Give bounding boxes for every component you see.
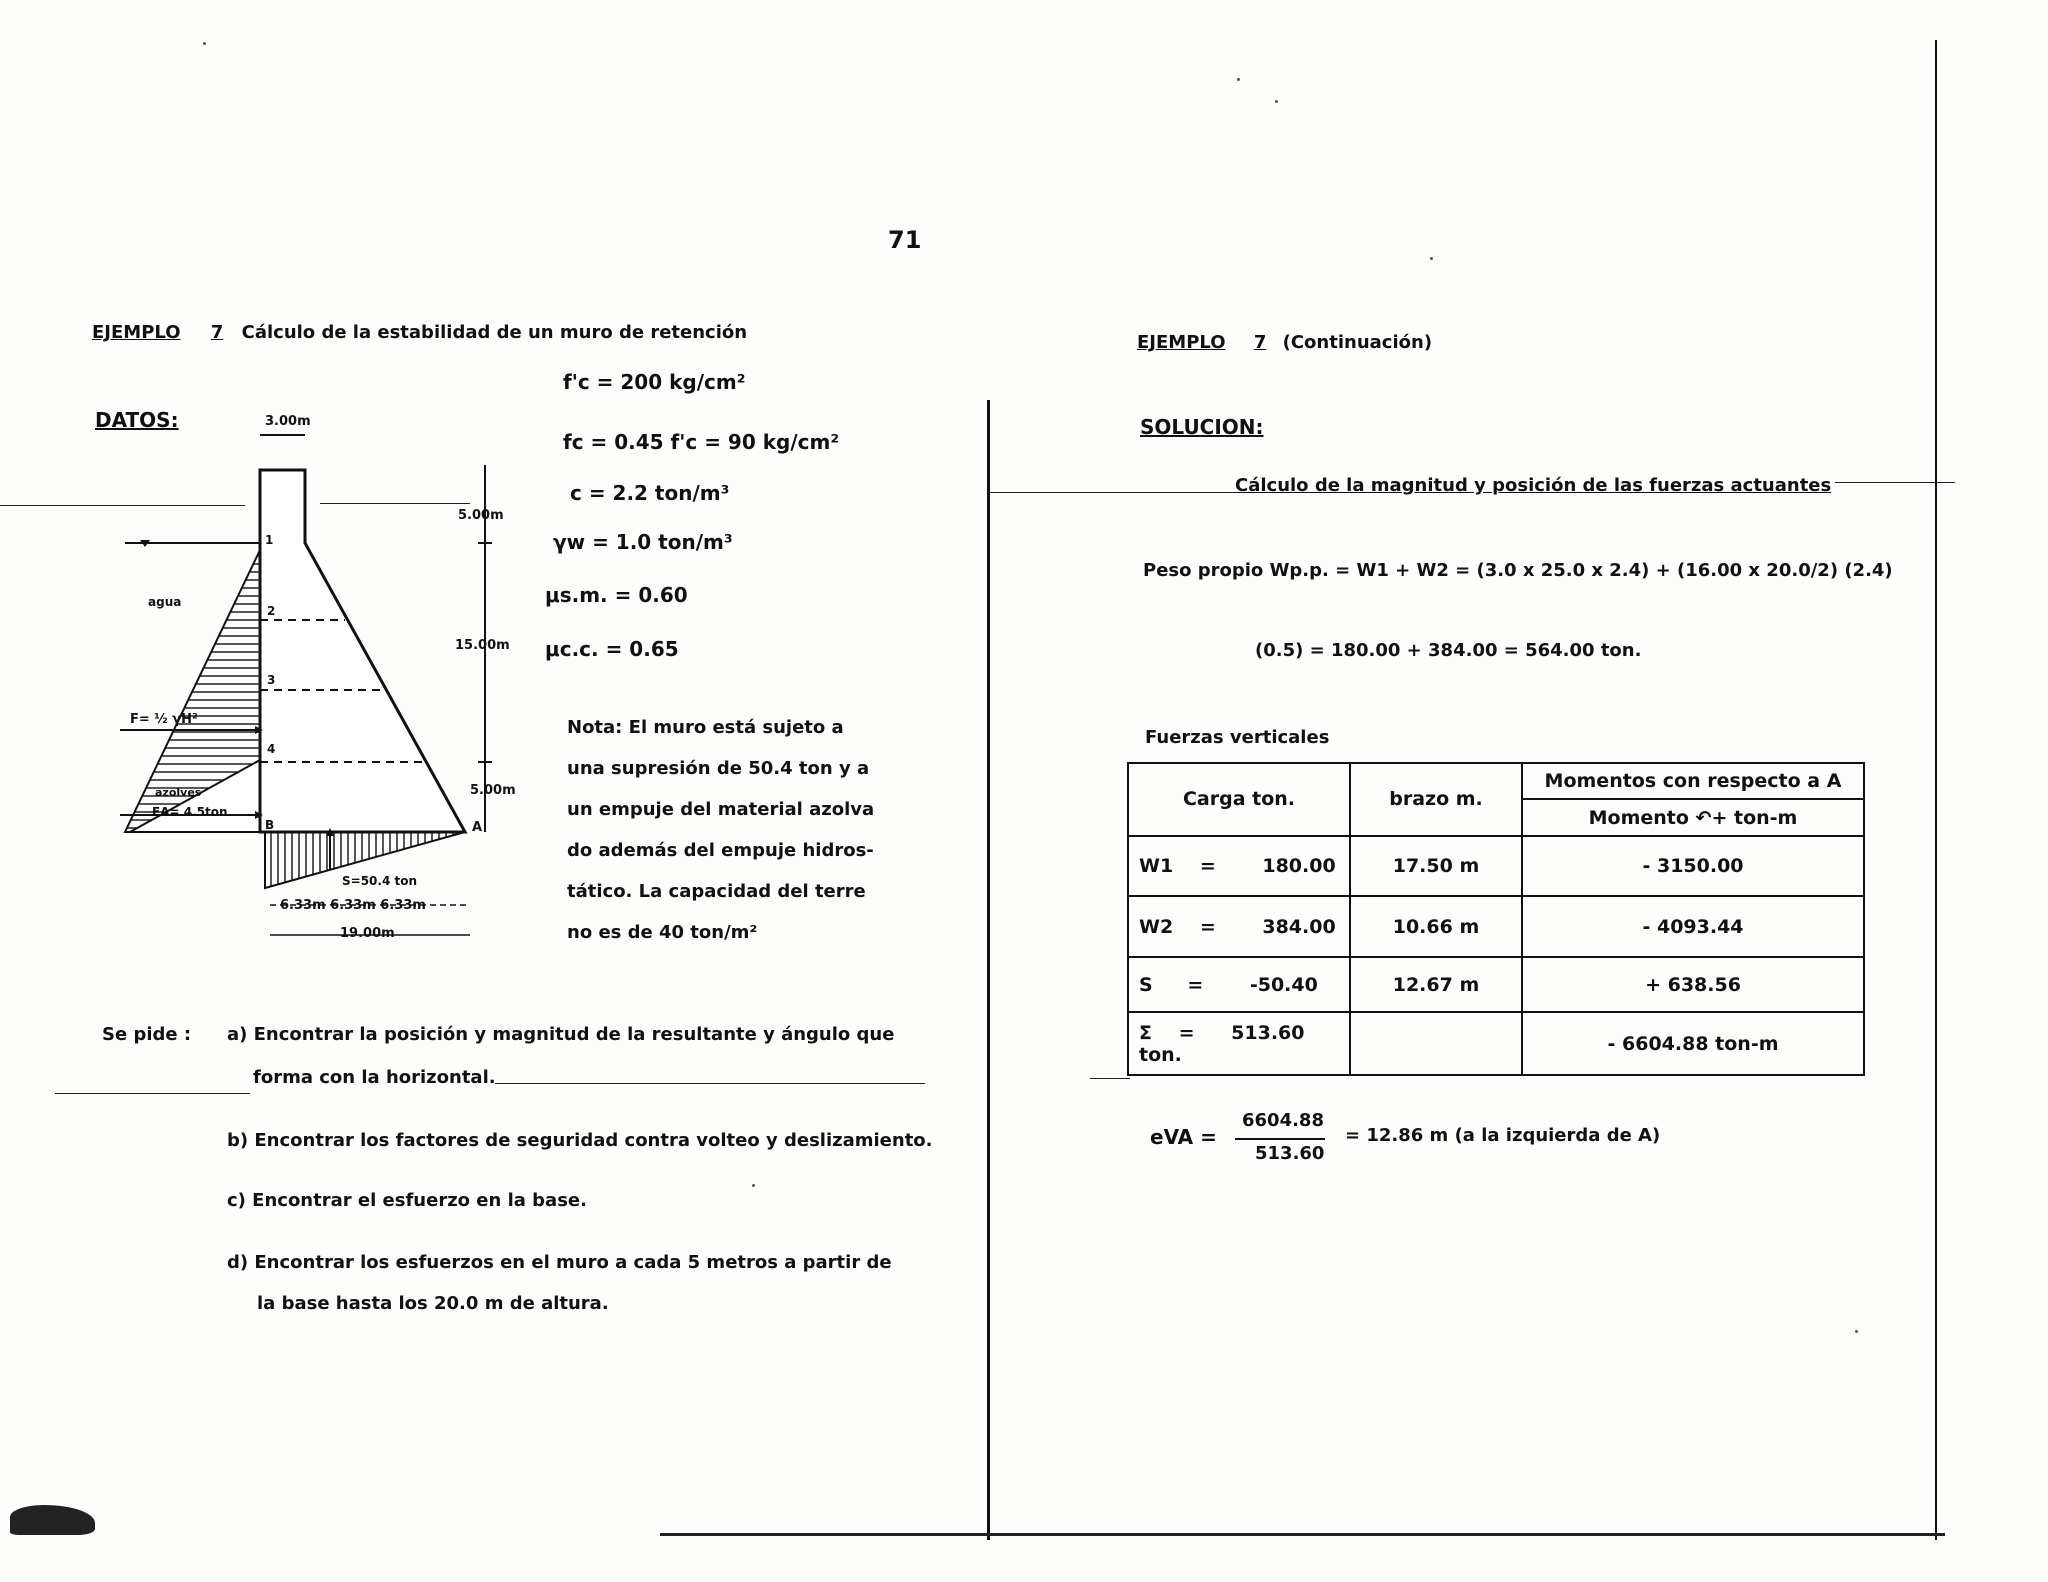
- note-line: no es de 40 ton/m²: [567, 922, 758, 943]
- peso-line-1: Peso propio Wp.p. = W1 + W2 = (3.0 x 25.0 x 2.4) + (16.00 x 20.0/2) (2.4): [1143, 560, 1893, 581]
- note-line: tático. La capacidad del terre: [567, 881, 866, 902]
- dim-top-width: 3.00m: [265, 414, 311, 429]
- row-eq: =: [1187, 973, 1204, 996]
- datos-label: DATOS:: [95, 408, 179, 432]
- base-segments: 6.33m 6.33m 6.33m: [280, 898, 426, 913]
- row-name: W2: [1139, 915, 1174, 938]
- heading-title: Cálculo de la estabilidad de un muro de retención: [241, 322, 748, 343]
- speck: [752, 1184, 755, 1187]
- uplift-label: S=50.4 ton: [342, 874, 418, 888]
- fuerzas-label: Fuerzas verticales: [1145, 727, 1330, 748]
- forces-table: [1127, 762, 1865, 1076]
- param-fc: fc = 0.45 f'c = 90 kg/cm²: [563, 430, 840, 454]
- question-c: c) Encontrar el esfuerzo en la base.: [227, 1190, 587, 1211]
- row-brazo: 12.67 m: [1350, 957, 1522, 1013]
- scan-line: [495, 1083, 925, 1084]
- note-line: una supresión de 50.4 ton y a: [567, 758, 870, 779]
- heading-number: 7: [210, 322, 224, 343]
- azolves-label: azolves: [155, 786, 202, 799]
- heading-number: 7: [1253, 332, 1267, 353]
- row-brazo: [1350, 1012, 1522, 1075]
- speck: [1275, 100, 1278, 103]
- eva-result: = 12.86 m (a la izquierda de A): [1345, 1125, 1661, 1146]
- question-a: a) Encontrar la posición y magnitud de la resultante y ángulo que: [227, 1024, 895, 1045]
- question-b: b) Encontrar los factores de seguridad contra volteo y deslizamiento.: [227, 1130, 933, 1151]
- note-line: Nota: El muro está sujeto a: [567, 717, 844, 738]
- eva-denominator: 513.60: [1255, 1143, 1325, 1164]
- level-1: 1: [265, 533, 274, 547]
- eva-numerator: 6604.88: [1242, 1110, 1324, 1131]
- row-eq: =: [1199, 915, 1216, 938]
- row-name: Σ: [1139, 1021, 1152, 1044]
- water-label: agua: [148, 595, 182, 609]
- row-carga: 513.60 ton.: [1139, 1021, 1305, 1066]
- row-momento: + 638.56: [1522, 957, 1864, 1013]
- level-4: 4: [267, 742, 276, 756]
- speck: [1855, 1330, 1858, 1333]
- question-d-cont: la base hasta los 20.0 m de altura.: [257, 1293, 609, 1314]
- row-momento: - 3150.00: [1522, 836, 1864, 897]
- right-heading: [1137, 332, 1432, 353]
- table-row: [1128, 1012, 1864, 1075]
- level-2: 2: [267, 604, 276, 618]
- page-fold: [987, 400, 990, 1540]
- eva-label: eVA =: [1150, 1125, 1217, 1149]
- heading-example: EJEMPLO: [92, 322, 181, 343]
- dim-h-bot: 5.00m: [470, 783, 516, 798]
- base-total: 19.00m: [340, 926, 395, 941]
- param-mu-cc: μc.c. = 0.65: [545, 637, 679, 661]
- col-brazo: brazo m.: [1350, 763, 1522, 836]
- page-number: 71: [888, 226, 922, 254]
- row-carga: -50.40: [1249, 973, 1318, 996]
- heading-example: EJEMPLO: [1137, 332, 1226, 353]
- speck: [1237, 78, 1240, 81]
- heading-cont: (Continuación): [1282, 332, 1433, 353]
- peso-line-2: (0.5) = 180.00 + 384.00 = 564.00 ton.: [1255, 640, 1642, 661]
- speck: [203, 42, 206, 45]
- row-momento: - 4093.44: [1522, 896, 1864, 957]
- page-edge: [1935, 40, 1937, 1540]
- ea-label: EA= 4.5ton: [152, 805, 228, 819]
- table-row: [1128, 957, 1864, 1013]
- point-a: A: [472, 820, 483, 835]
- scan-line: [55, 1093, 250, 1094]
- col-momentos: Momentos con respecto a A: [1522, 763, 1864, 799]
- table-row: [1128, 896, 1864, 957]
- param-mu-sm: μs.m. = 0.60: [545, 583, 688, 607]
- param-fc-prime: f'c = 200 kg/cm²: [563, 370, 746, 394]
- row-name: S: [1139, 973, 1153, 996]
- dim-h-top: 5.00m: [458, 508, 504, 523]
- level-3: 3: [267, 673, 276, 687]
- point-b: B: [265, 818, 275, 832]
- dim-h-mid: 15.00m: [455, 638, 510, 653]
- row-eq: =: [1178, 1021, 1195, 1044]
- speck: [1430, 257, 1433, 260]
- table-row: [1128, 836, 1864, 897]
- se-pide-label: Se pide :: [102, 1024, 192, 1045]
- param-gamma-w: γw = 1.0 ton/m³: [553, 530, 733, 554]
- wall-body: [260, 470, 465, 832]
- row-name: W1: [1139, 854, 1174, 877]
- note-line: do además del empuje hidros-: [567, 840, 874, 861]
- bottom-edge: [660, 1533, 1945, 1536]
- row-brazo: 10.66 m: [1350, 896, 1522, 957]
- solucion-label: SOLUCION:: [1140, 415, 1264, 439]
- param-gamma-c: c = 2.2 ton/m³: [570, 481, 730, 505]
- question-a-cont: forma con la horizontal.: [253, 1067, 496, 1088]
- row-eq: =: [1199, 854, 1216, 877]
- row-carga: 180.00: [1262, 854, 1336, 877]
- eva-fraction-bar: [1235, 1138, 1325, 1140]
- note-line: un empuje del material azolva: [567, 799, 875, 820]
- subheading: Cálculo de la magnitud y posición de las fuerzas actuantes: [1235, 475, 1832, 496]
- row-brazo: 17.50 m: [1350, 836, 1522, 897]
- row-carga: 384.00: [1262, 915, 1336, 938]
- left-heading: [92, 322, 747, 343]
- question-d: d) Encontrar los esfuerzos en el muro a cada 5 metros a partir de: [227, 1252, 892, 1273]
- scan-line: [1835, 482, 1955, 483]
- col-carga: Carga ton.: [1128, 763, 1350, 836]
- retaining-wall-diagram: [100, 400, 540, 940]
- force-label: F= ½ γH²: [130, 712, 198, 727]
- row-momento: - 6604.88 ton-m: [1522, 1012, 1864, 1075]
- scan-line: [1090, 1078, 1130, 1079]
- col-momento-sub: Momento ↶+ ton-m: [1522, 799, 1864, 835]
- scan-mark: [10, 1505, 95, 1535]
